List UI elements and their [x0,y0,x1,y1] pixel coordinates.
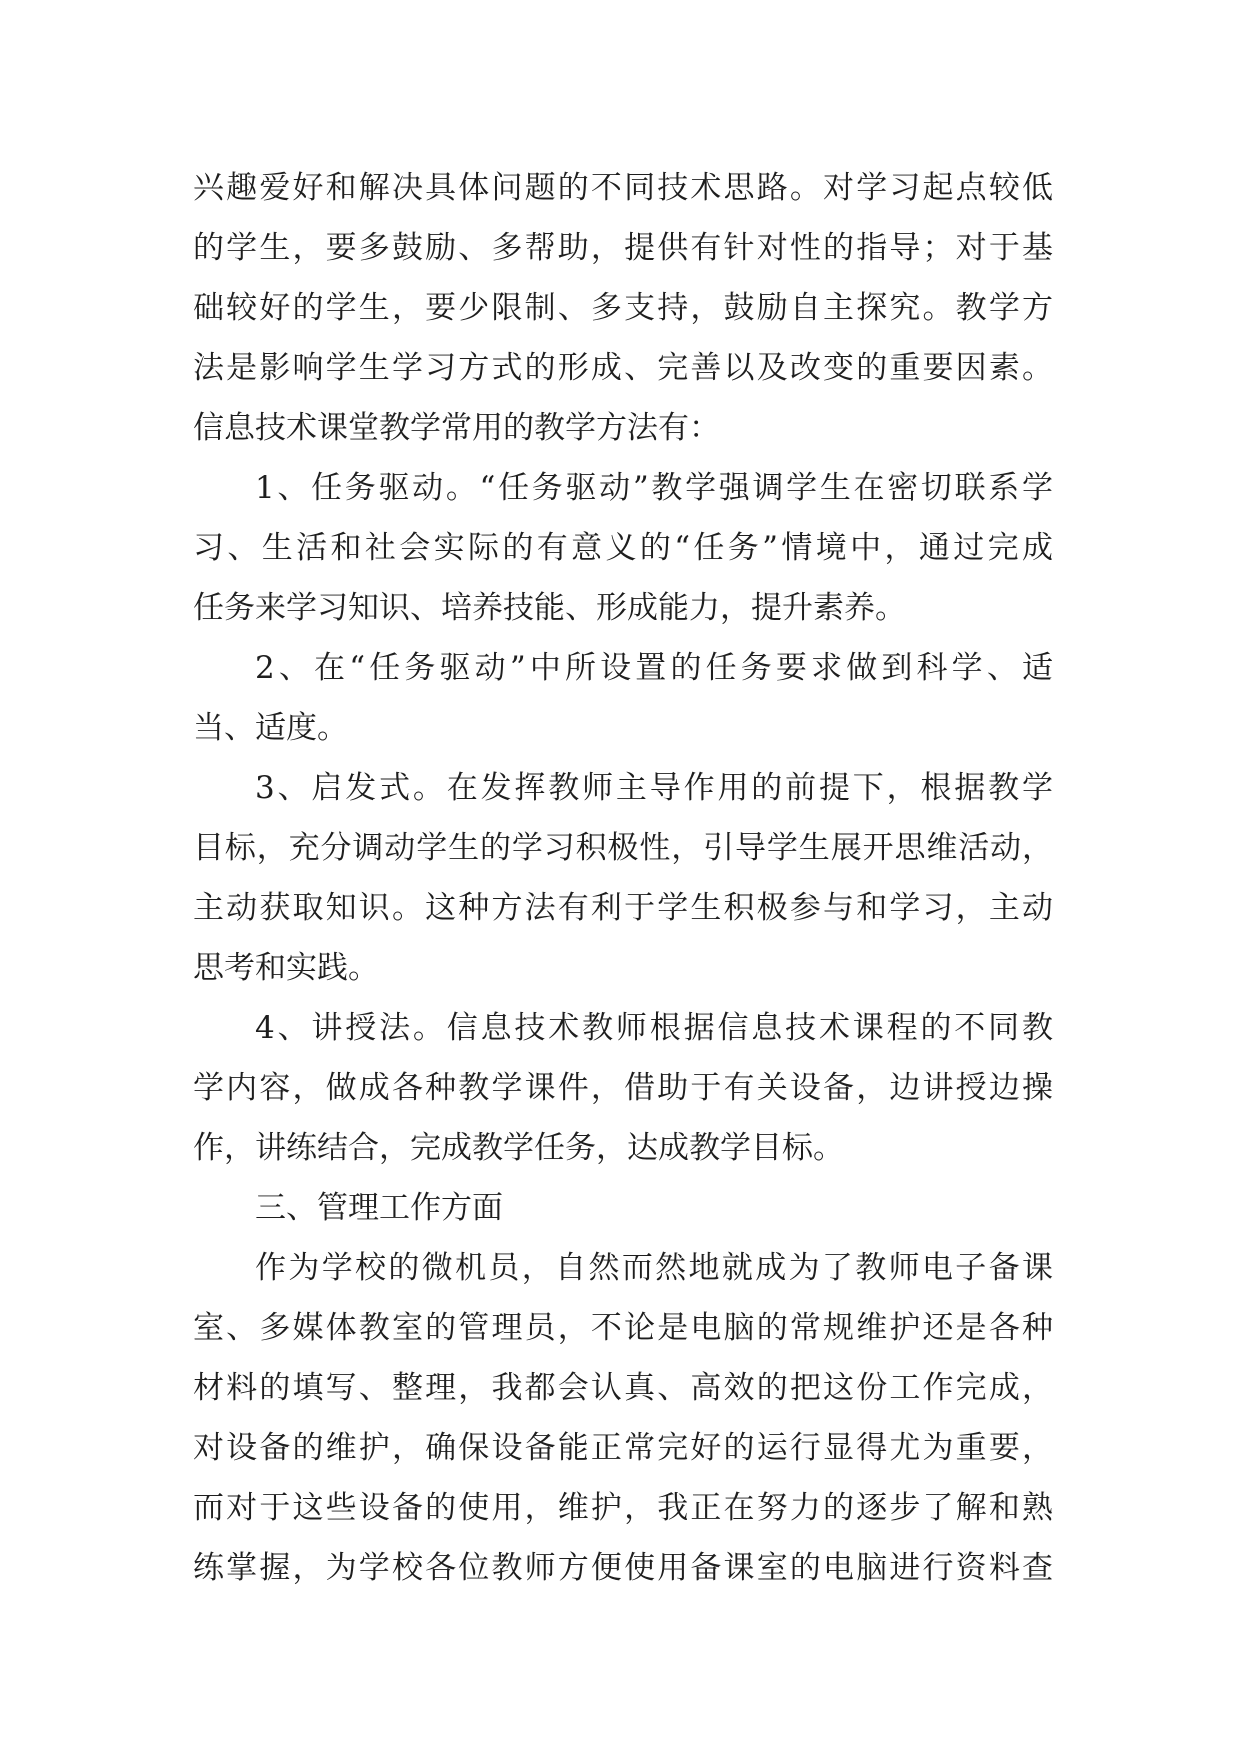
text-line: 1、任务驱动。“任务驱动”教学强调学生在密切联系学 [255,470,1053,506]
text-line: 学内容，做成各种教学课件，借助于有关设备，边讲授边操 [193,1070,1053,1106]
section-heading: 三、管理工作方面 [255,1190,503,1226]
text-line: 的学生，要多鼓励、多帮助，提供有针对性的指导；对于基 [193,230,1053,266]
text-line: 作，讲练结合，完成教学任务，达成教学目标。 [193,1130,844,1166]
text-line: 目标，充分调动学生的学习积极性，引导学生展开思维活动， [193,830,1053,866]
text-line: 4、讲授法。信息技术教师根据信息技术课程的不同教 [255,1010,1053,1046]
text-line: 材料的填写、整理，我都会认真、高效的把这份工作完成， [193,1370,1053,1406]
text-line: 法是影响学生学习方式的形成、完善以及改变的重要因素。 [193,350,1053,386]
text-line: 兴趣爱好和解决具体问题的不同技术思路。对学习起点较低 [193,170,1053,206]
text-line: 任务来学习知识、培养技能、形成能力，提升素养。 [193,590,906,626]
text-line: 信息技术课堂教学常用的教学方法有： [193,410,720,446]
text-line: 室、多媒体教室的管理员，不论是电脑的常规维护还是各种 [193,1310,1053,1346]
text-line: 思考和实践。 [193,950,379,986]
text-line: 当、适度。 [193,710,348,746]
text-line: 3、启发式。在发挥教师主导作用的前提下，根据教学 [255,770,1053,806]
text-line: 础较好的学生，要少限制、多支持，鼓励自主探究。教学方 [193,290,1053,326]
text-line: 而对于这些设备的使用，维护，我正在努力的逐步了解和熟 [193,1490,1053,1526]
text-line: 对设备的维护，确保设备能正常完好的运行显得尤为重要， [193,1430,1053,1466]
text-line: 作为学校的微机员，自然而然地就成为了教师电子备课 [255,1250,1053,1286]
text-line: 2、在“任务驱动”中所设置的任务要求做到科学、适 [255,650,1053,686]
text-line: 练掌握，为学校各位教师方便使用备课室的电脑进行资料查 [193,1550,1053,1586]
text-line: 习、生活和社会实际的有意义的“任务”情境中，通过完成 [193,530,1053,566]
body-text [193,158,1053,1598]
text-line: 主动获取知识。这种方法有利于学生积极参与和学习，主动 [193,890,1053,926]
